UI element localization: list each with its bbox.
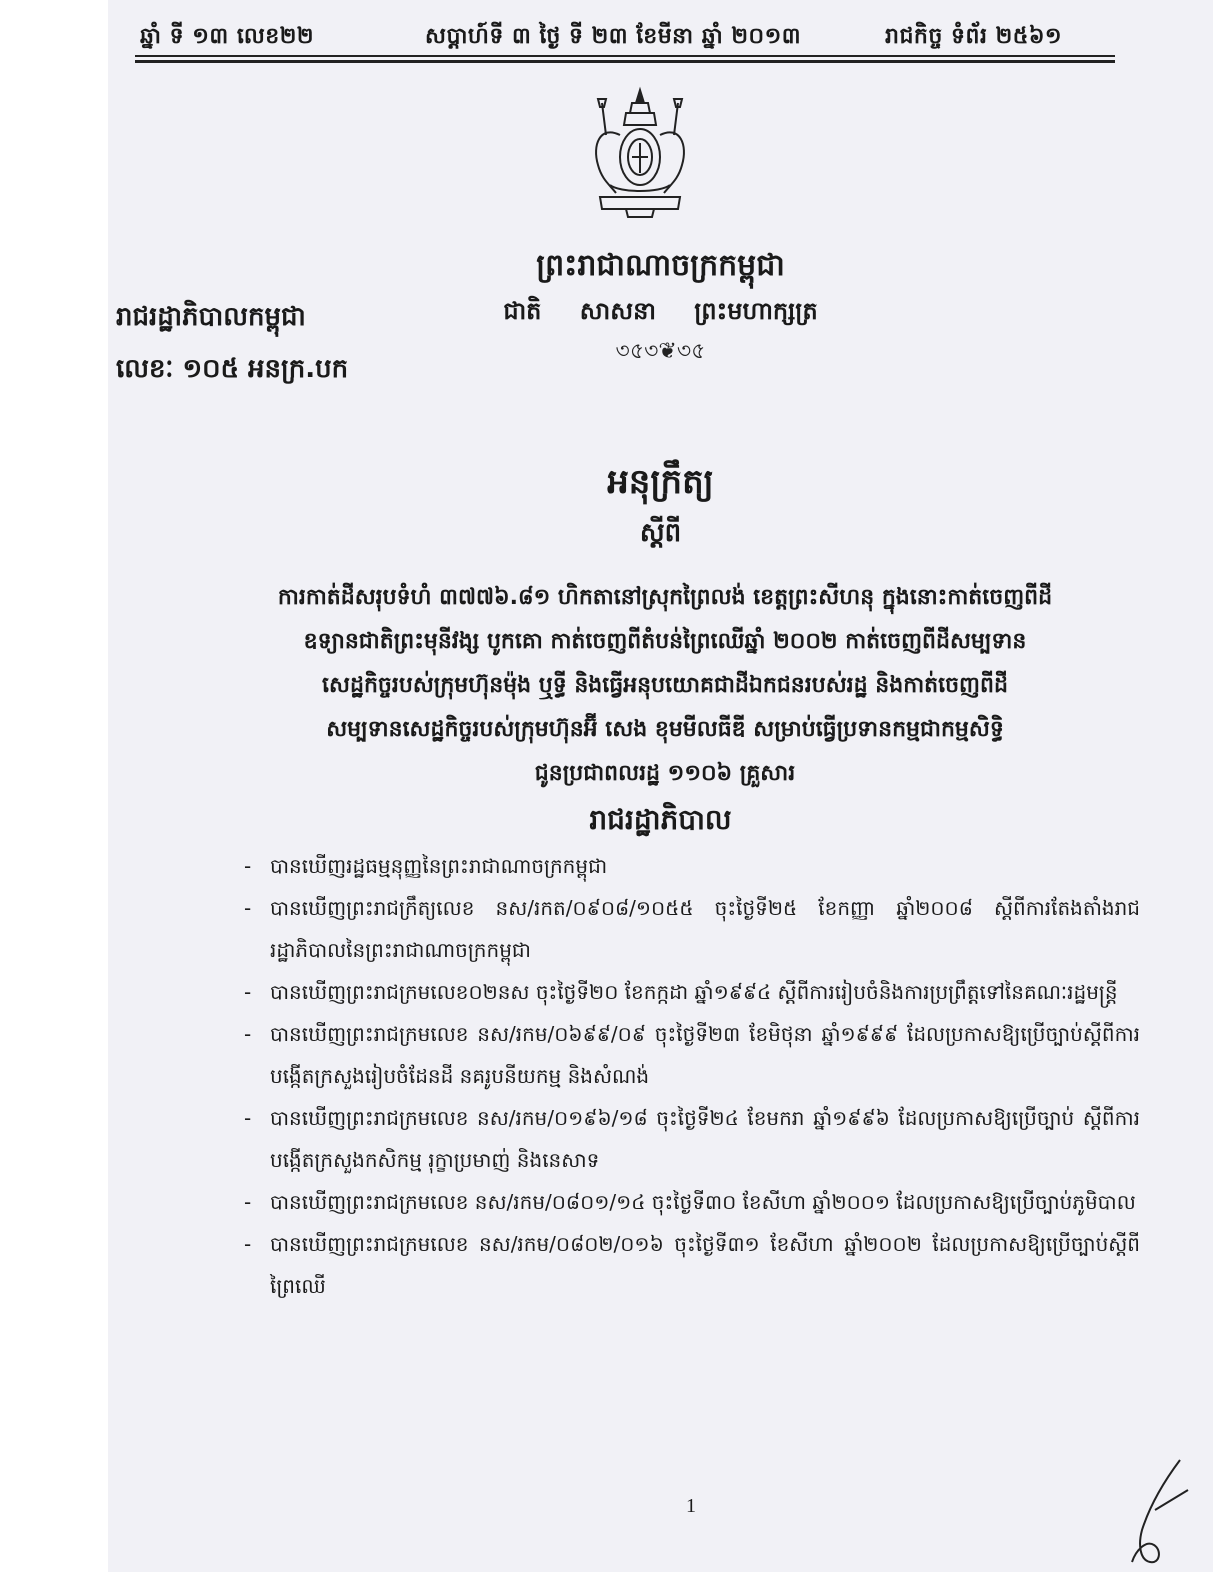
reference-item: - បានឃើញព្រះរាជក្រមលេខ នស/រកម/០១៩៦/១៨ ចុះថ្ងៃទី២៤ ខែមករា ឆ្នាំ១៩៩៦ ដែលប្រកាសឱ្យប្រើច្បាប់ ស្តីពីការបង្កើតក្រសួងកសិកម្ម រុក្ខាប្រមាញ់ និងនេសាទ <box>240 1097 1140 1181</box>
subject-block <box>270 576 1060 796</box>
reference-item: - បានឃើញព្រះរាជក្រមលេខ នស/រកម/០៨០២/០១៦ ចុះថ្ងៃទី៣១ ខែសីហា ឆ្នាំ២០០២ ដែលប្រកាសឱ្យប្រើច្បាប់ស្តីពីព្រៃឈើ <box>240 1223 1140 1307</box>
header-rule <box>135 55 1115 57</box>
issue-number: ឆ្នាំ ទី ១៣ លេខ២២ <box>140 24 315 49</box>
reference-item: - បានឃើញព្រះរាជក្រឹត្យលេខ នស/រកត/០៩០៨/១០៥៥ ចុះថ្ងៃទី២៥ ខែកញ្ញា ឆ្នាំ២០០៨ ស្តីពីការតែងតាំងរាជរដ្ឋាភិបាលនៃព្រះរាជាណាចក្រកម្ពុជា <box>240 887 1140 971</box>
ornament-divider: ৩৫৩❦৩৫ <box>615 339 706 364</box>
national-motto: ជាតិ សាសនា ព្រះមហាក្សត្រ <box>503 297 818 325</box>
issuer-heading: រាជរដ្ឋាភិបាល <box>589 803 732 836</box>
subject-line: សេដ្ឋកិច្ចរបស់ក្រុមហ៊ុនម៉ុង ឬទ្ធី និងធ្វើអនុបយោគជាដីឯកជនរបស់រដ្ឋ និងកាត់ចេញពីដី <box>322 673 1008 698</box>
issue-date: សប្តាហ៍ទី ៣ ថ្ងៃ ទី ២៣ ខែមីនា ឆ្នាំ ២០១៣ <box>425 24 802 49</box>
kingdom-title: ព្រះរាជាណាចក្រកម្ពុជា <box>536 248 785 283</box>
legal-references <box>240 845 1140 1307</box>
subject-line: សម្បទានសេដ្ឋកិច្ចរបស់ក្រុមហ៊ុនអ៊ី សេង ខុមមីលធីឌី សម្រាប់ធ្វើប្រទានកម្មជាកម្មសិទ្ធិ <box>326 717 1004 742</box>
gazette-header <box>140 22 1110 56</box>
left-margin <box>0 0 108 1572</box>
document-type: អនុក្រឹត្យ <box>607 462 714 502</box>
reference-item: - បានឃើញព្រះរាជក្រមលេខ នស/រកម/០៦៩៩/០៩ ចុះថ្ងៃទី២៣ ខែមិថុនា ឆ្នាំ១៩៩៩ ដែលប្រកាសឱ្យប្រើច្បាប់ស្តីពីការបង្កើតក្រសួងរៀបចំដែនដី នគរូបនីយកម្ម និងសំណង់ <box>240 1013 1140 1097</box>
subject-line: ជូនប្រជាពលរដ្ឋ ១១០៦ គ្រួសារ <box>534 761 796 786</box>
reference-number: លេខៈ ១០៥ អនក្រ.បក <box>116 354 349 384</box>
header-rule-thick <box>135 60 1115 63</box>
subject-line: ការកាត់ដីសរុបទំហំ ៣៧៧៦.៨១ ហិកតានៅស្រុកព្រៃលង់ ខេត្តព្រះសីហនុ ក្នុងនោះកាត់ចេញពីដី <box>277 585 1053 610</box>
gazette-page: រាជកិច្ច ទំព័រ ២៥៦១ <box>885 24 1063 49</box>
signature-initial-icon <box>1110 1450 1200 1572</box>
royal-coat-of-arms-icon <box>580 85 700 225</box>
subject-line: ឧទ្យានជាតិព្រះមុនីវង្ស បូកគោ កាត់ចេញពីតំបន់ព្រៃឈើឆ្នាំ ២០០២ កាត់ចេញពីដីសម្បទាន <box>303 629 1027 654</box>
issuing-body: រាជរដ្ឋាភិបាលកម្ពុជា <box>116 302 306 332</box>
reference-item: - បានឃើញរដ្ឋធម្មនុញ្ញនៃព្រះរាជាណាចក្រកម្ពុជា <box>240 845 1140 887</box>
reference-item: - បានឃើញព្រះរាជក្រមលេខ០២នស ចុះថ្ងៃទី២០ ខែកក្កដា ឆ្នាំ១៩៩៤ ស្តីពីការរៀបចំនិងការប្រព្រឹត្តទៅនៃគណៈរដ្ឋមន្ត្រី <box>240 971 1140 1013</box>
reference-item: - បានឃើញព្រះរាជក្រមលេខ នស/រកម/០៨០១/១៤ ចុះថ្ងៃទី៣០ ខែសីហា ឆ្នាំ២០០១ ដែលប្រកាសឱ្យប្រើច្បាប់ភូមិបាល <box>240 1181 1140 1223</box>
about-label: ស្តីពី <box>639 518 682 548</box>
page-number: 1 <box>686 1495 696 1517</box>
